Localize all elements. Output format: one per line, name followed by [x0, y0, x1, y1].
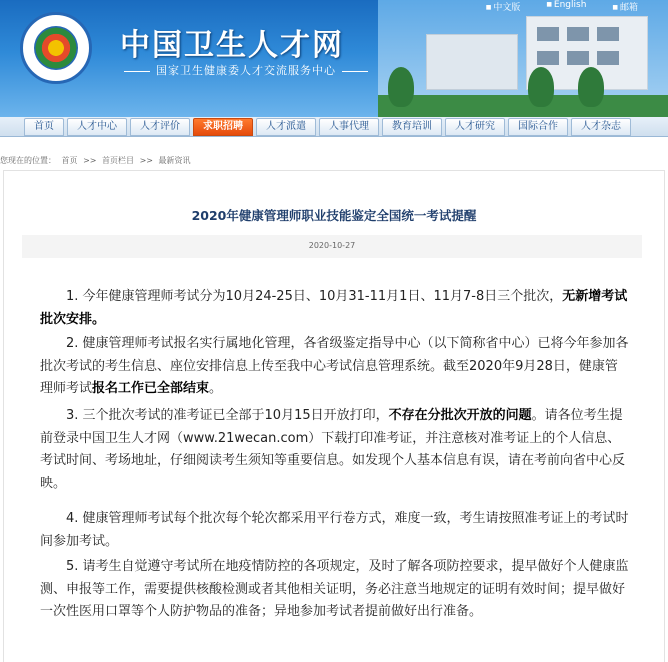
nav-item-international[interactable]: 国际合作 — [508, 118, 568, 136]
paragraph-text: 4. 健康管理师考试每个批次每个轮次都采用平行卷方式，难度一致，考生请按照准考证上的考试时间参加考试。 — [40, 511, 629, 549]
nav-item-research[interactable]: 人才研究 — [445, 118, 505, 136]
site-title[interactable]: 中国卫生人才网 — [120, 28, 344, 63]
paragraph-emphasis: 无新增考试批次安排。 — [40, 289, 628, 327]
nav-item-talent-evaluation[interactable]: 人才评价 — [130, 118, 190, 136]
article-paragraph-1 — [40, 286, 630, 331]
language-links — [486, 0, 638, 13]
mailbox-link[interactable]: ■ 邮箱 — [612, 0, 638, 13]
paragraph-text: 3. 三个批次考试的准考证已全部于10月15日开放打印， — [66, 408, 389, 423]
breadcrumb-separator: >> — [83, 156, 97, 165]
building-image — [426, 34, 518, 90]
breadcrumb-item-column[interactable]: 首页栏目 — [102, 156, 135, 165]
nav-item-talent-center[interactable]: 人才中心 — [67, 118, 127, 136]
paragraph-emphasis: 不存在分批次开放的问题 — [388, 408, 532, 423]
nav-item-personnel-agency[interactable]: 人事代理 — [319, 118, 379, 136]
breadcrumb-item-news[interactable]: 最新资讯 — [158, 156, 191, 165]
nav-item-home[interactable]: 首页 — [24, 118, 64, 136]
breadcrumb-separator: >> — [139, 156, 153, 165]
paragraph-emphasis: 报名工作已全部结束 — [92, 381, 210, 396]
header-banner-photo — [378, 0, 668, 117]
site-subtitle: 国家卫生健康委人才交流服务中心 — [118, 62, 374, 78]
nav-item-jobs[interactable]: 求职招聘 — [193, 118, 253, 136]
lang-link-chinese[interactable]: ■ 中文版 — [486, 0, 521, 13]
breadcrumb-item-home[interactable]: 首页 — [61, 156, 78, 165]
nav-item-dispatch[interactable]: 人才派遣 — [256, 118, 316, 136]
nav-item-training[interactable]: 教育培训 — [382, 118, 442, 136]
article-paragraph-4 — [40, 508, 630, 553]
article-date: 2020-10-27 — [308, 241, 356, 250]
site-header — [0, 0, 668, 117]
article-paragraph-3 — [40, 405, 630, 495]
paragraph-text: 。请各位考生提前登录中国卫生人才网（www.21wecan.com）下载打印准考证，并注意核对准考证上的个人信息、考试时间、考场地址，仔细阅读考生须知等重要信息。如发现个人基本信息有误，请在考前向省中心反映。 — [40, 408, 626, 491]
nav-item-magazine[interactable]: 人才杂志 — [571, 118, 631, 136]
article-paragraph-5 — [40, 556, 630, 624]
breadcrumb-prefix: 您现在的位置： — [0, 156, 56, 165]
paragraph-text: 2. 健康管理师考试报名实行属地化管理，各省级鉴定指导中心（以下简称省中心）已将今年参加各批次考试的考生信息、座位安排信息上传至我中心考试信息管理系统。截至2020年9月28日，健康管理师考试 — [40, 336, 629, 396]
breadcrumb — [0, 155, 194, 166]
article-paragraph-2 — [40, 333, 630, 401]
paragraph-text: 5. 请考生自觉遵守考试所在地疫情防控的各项规定，及时了解各项防控要求，提早做好个人健康监测、申报等工作，需要提供核酸检测或者其他相关证明，务必注意当地规定的证明有效时间；提早做好一次性医用口罩等个人防护物品的准备；异地参加考试者提前做好出行准备。 — [40, 559, 629, 619]
site-logo[interactable] — [20, 12, 92, 84]
article-title: 2020年健康管理师职业技能鉴定全国统一考试提醒 — [191, 208, 477, 223]
main-nav — [0, 117, 668, 137]
paragraph-text: 。 — [209, 381, 223, 396]
lang-link-english[interactable]: ■ English — [546, 0, 586, 13]
paragraph-text: 1. 今年健康管理师考试分为10月24-25日、10月31-11月1日、11月7-8日三个批次， — [66, 289, 563, 304]
